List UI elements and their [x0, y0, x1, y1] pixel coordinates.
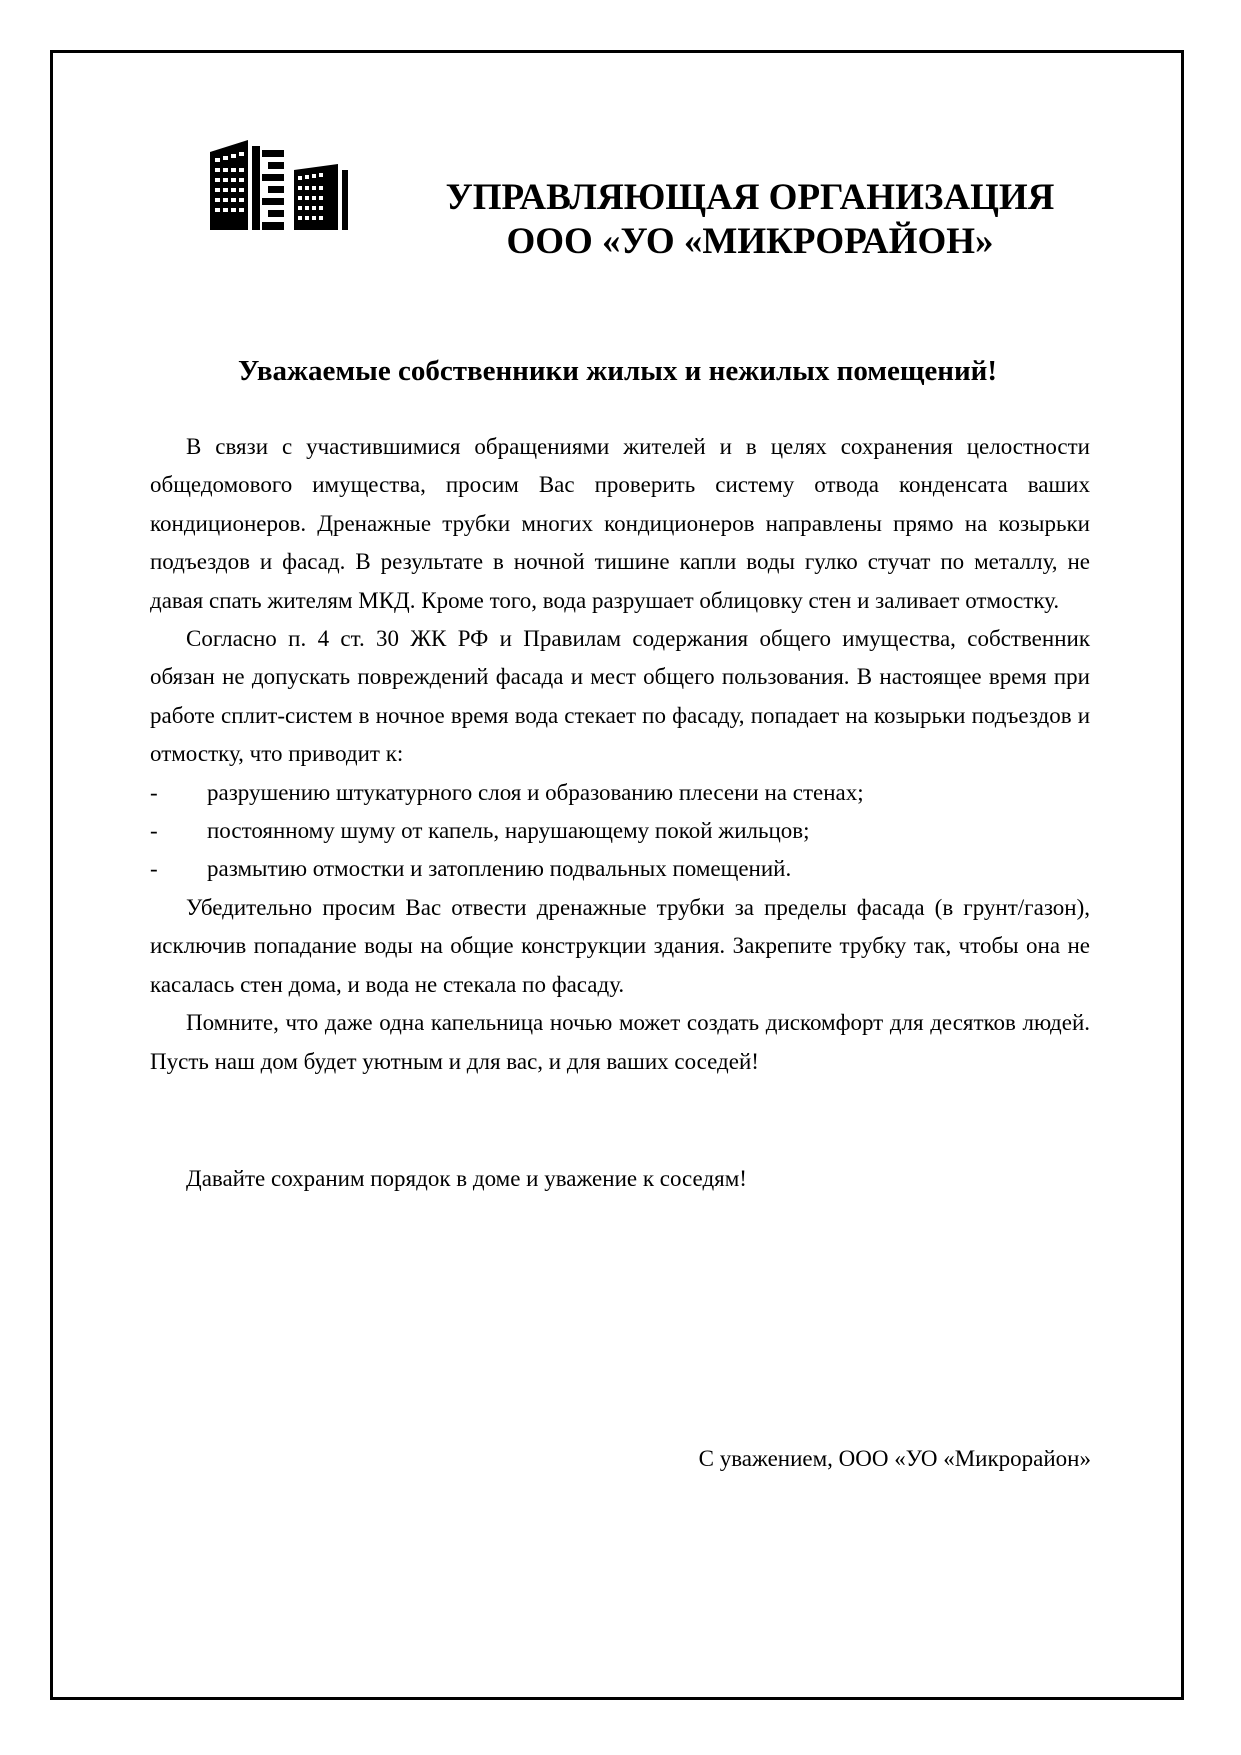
paragraph: В связи с участившимися обращениями жителей и в целях сохранения целостности общедомового имущества, просим Вас проверить систему отвода конденсата ваших кондиционеров. Дренажные трубки многих кондиционеров направлены прямо на козырьки подъездов и фасад. В результате в ночной тишине капли воды гулко стучат по металлу, не давая спать жителям МКД. Кроме того, вода разрушает облицовку стен и заливает отмостку. — [150, 434, 1090, 613]
list-dash: - — [150, 856, 158, 882]
notice-body — [150, 428, 1090, 1081]
paragraph: Убедительно просим Вас отвести дренажные трубки за пределы фасада (в грунт/газон), исключив попадание воды на общие конструкции здания. Закрепите трубку так, чтобы она не касалась стен дома, и вода не стекала по фасаду. — [150, 894, 1090, 997]
greeting-heading: Уважаемые собственники жилых и нежилых помещений! — [237, 355, 998, 387]
signature: С уважением, ООО «УО «Микрорайон» — [698, 1446, 1091, 1471]
list-item-text: разрушению штукатурного слоя и образованию плесени на стенах; — [207, 779, 864, 805]
list-item-text: постоянному шуму от капель, нарушающему покой жильцов; — [207, 818, 810, 844]
paragraph: Согласно п. 4 ст. 30 ЖК РФ и Правилам содержания общего имущества, собственник обязан не допускать повреждений фасада и мест общего пользования. В настоящее время при работе сплит-систем в ночное время вода стекает по фасаду, попадает на козырьки подъездов и отмостку, что приводит к: — [150, 626, 1090, 767]
org-title: УПРАВЛЯЮЩАЯ ОРГАНИЗАЦИЯ — [445, 177, 1055, 218]
list-dash: - — [150, 779, 158, 805]
list-item-text: размытию отмостки и затоплению подвальных помещений. — [207, 856, 792, 882]
organization-header — [420, 176, 1080, 264]
list-item — [150, 774, 1090, 812]
closing-line: Давайте сохраним порядок в доме и уважение к соседям! — [186, 1166, 747, 1191]
buildings-icon — [210, 140, 360, 230]
list-item — [150, 812, 1090, 850]
paragraph: Помните, что даже одна капельница ночью может создать дискомфорт для десятков людей. Пусть наш дом будет уютным и для вас, и для ваших соседей! — [150, 1010, 1090, 1074]
consequences-list — [150, 774, 1090, 889]
org-name: ООО «УО «МИКРОРАЙОН» — [506, 221, 994, 262]
list-item — [150, 850, 1090, 888]
list-dash: - — [150, 818, 158, 844]
